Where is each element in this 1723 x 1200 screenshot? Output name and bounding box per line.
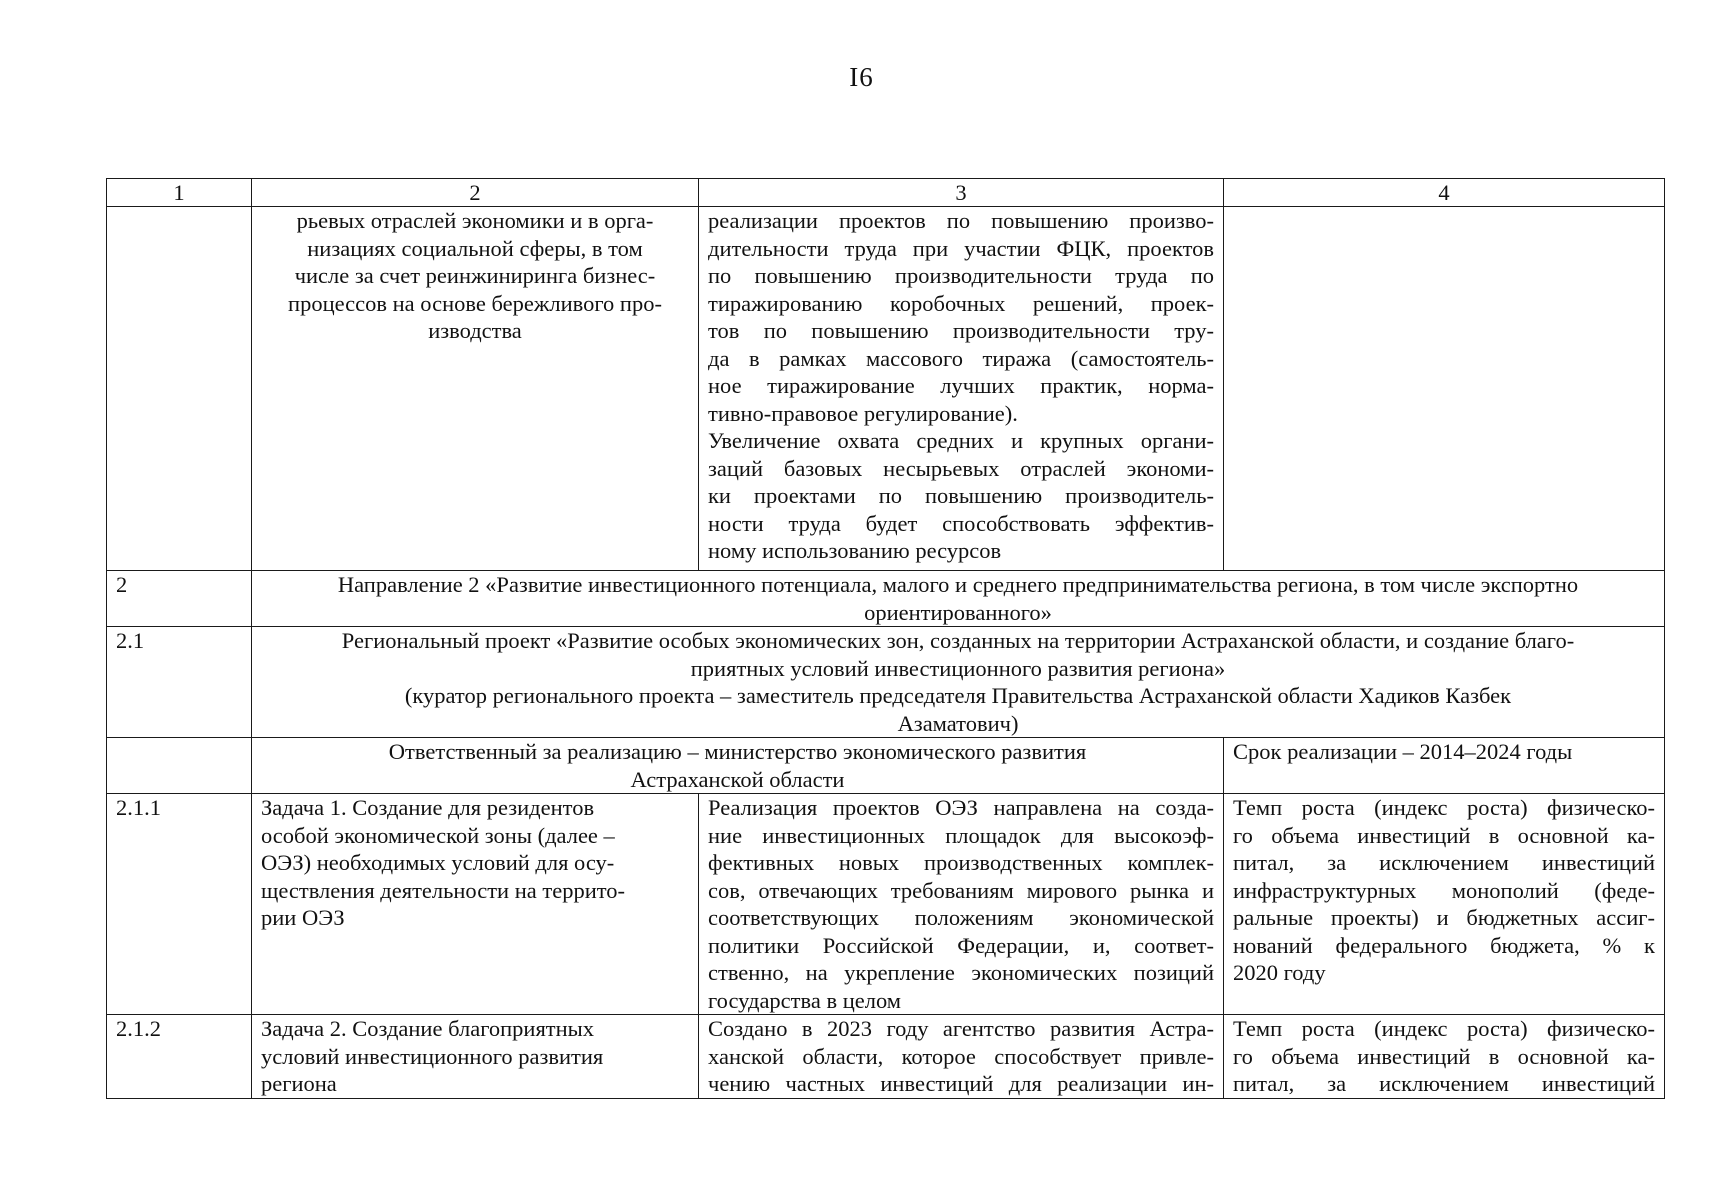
header-cell-4: 4 (1224, 179, 1665, 207)
cell-2-1-2-num: 2.1.2 (107, 1015, 252, 1099)
cell-responsible-num-empty (107, 738, 252, 794)
cell-2-1-2-description: Создано в 2023 году агентство развития Астра- ханской области, которое способствует привле- чению частных инвестиций для реализации ин- (699, 1015, 1224, 1099)
header-cell-3: 3 (699, 179, 1224, 207)
header-cell-2: 2 (252, 179, 699, 207)
table-row-project (107, 627, 1665, 738)
table-row-2-1-2 (107, 1015, 1665, 1099)
table-row-continuation (107, 207, 1665, 571)
cell-2-1-2-task: Задача 2. Создание благоприятных условий инвестиционного развития региона (252, 1015, 699, 1099)
cell-2-1-1-task: Задача 1. Создание для резидентов особой экономической зоны (далее – ОЭЗ) необходимых условий для осу- ществления деятельности на террито- рии ОЭЗ (252, 794, 699, 1015)
table-row-responsible (107, 738, 1665, 794)
cell-2-1-1-description: Реализация проектов ОЭЗ направлена на созда- ние инвестиционных площадок для высокоэф- фективных новых производственных комплек- сов, отвечающих требованиям мирового рынка и соответствующих положениям экономической политики Российской Федерации, и, соответ- ственно, на укрепление экономических позиций государства в целом (699, 794, 1224, 1015)
cell-direction-num: 2 (107, 571, 252, 627)
cell-2-1-1-indicator: Темп роста (индекс роста) физическо- го объема инвестиций в основной ка- питал, за исключением инвестиций инфраструктурных монополий (феде- ральные проекты) и бюджетных ассиг- нований федерального бюджета, % к 2020 году (1224, 794, 1665, 1015)
cell-continuation-text: рьевых отраслей экономики и в орга- низациях социальной сферы, в том числе за счет реинжиниринга бизнес- процессов на основе бережливого про- изводства (252, 207, 699, 571)
cell-2-1-2-indicator: Темп роста (индекс роста) физическо- го объема инвестиций в основной ка- питал, за исключением инвестиций (1224, 1015, 1665, 1099)
cell-project-title: Региональный проект «Развитие особых экономических зон, созданных на территории Астраханской области, и создание благо- приятных условий инвестиционного развития региона» (куратор регионального проекта – заместитель председателя Правительства Астраханской области Хадиков Казбек Азаматович) (252, 627, 1665, 738)
cell-responsible: Ответственный за реализацию – министерство экономического развития Астраханской области (252, 738, 1224, 794)
cell-2-1-1-num: 2.1.1 (107, 794, 252, 1015)
cell-num-empty (107, 207, 252, 571)
cell-project-num: 2.1 (107, 627, 252, 738)
document-table (106, 178, 1665, 1099)
header-cell-1: 1 (107, 179, 252, 207)
cell-continuation-description: реализации проектов по повышению произво- дительности труда при участии ФЦК, проектов по повышению производительности труда по тиражированию коробочных решений, проек- тов по повышению производительности тру- да в рамках массового тиража (самостоятель- ное тиражирование лучших практик, норма- тивно-правовое регулирование). Увеличение охвата средних и крупных органи- заций базовых несырьевых отраслей экономи- ки проектами по повышению производитель- ности труда будет способствовать эффектив- ному использованию ресурсов (699, 207, 1224, 571)
cell-continuation-indicator-empty (1224, 207, 1665, 571)
table-row-direction (107, 571, 1665, 627)
table-header-row (107, 179, 1665, 207)
cell-direction-title: Направление 2 «Развитие инвестиционного потенциала, малого и среднего предпринимательства региона, в том числе экспортно ориентированного» (252, 571, 1665, 627)
table-row-2-1-1 (107, 794, 1665, 1015)
cell-term: Срок реализации – 2014–2024 годы (1224, 738, 1665, 794)
page-number: I6 (849, 62, 874, 92)
